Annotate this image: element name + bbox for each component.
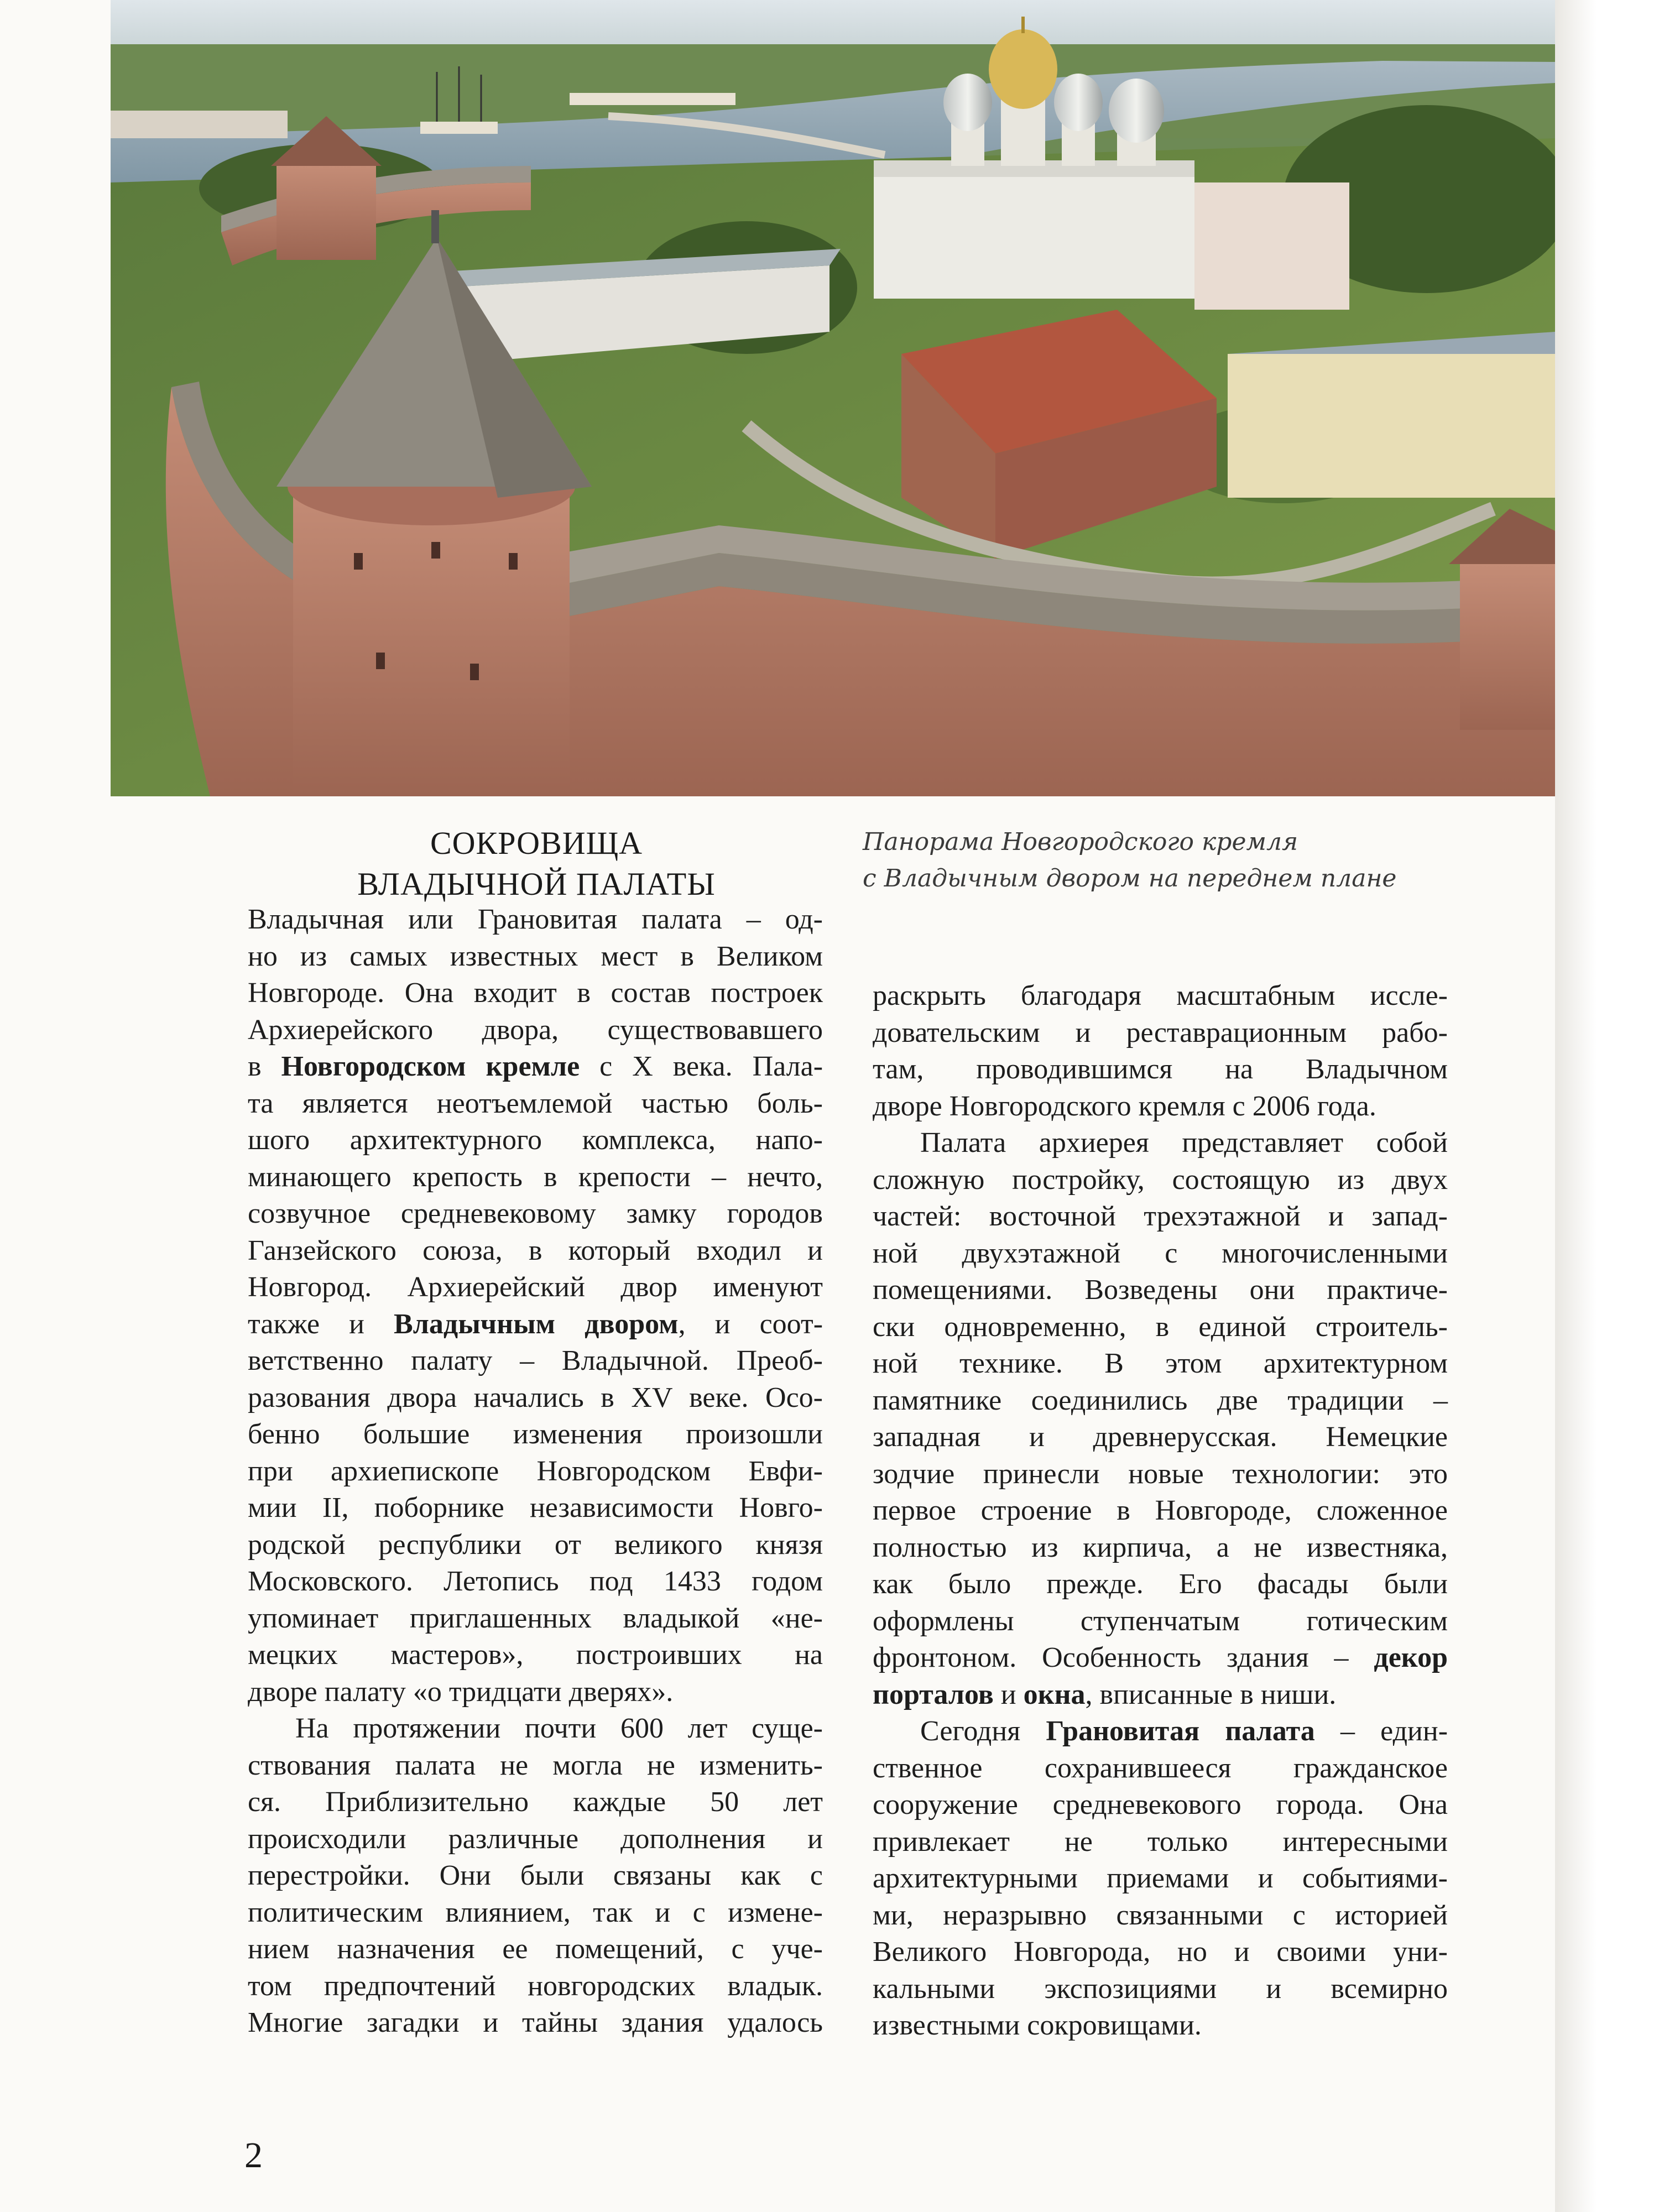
text-line: перестройки. Они были связаны как с <box>248 1860 823 1891</box>
paragraph <box>248 901 823 1710</box>
text-line: Московского. Летопись под 1433 годом <box>248 1566 823 1597</box>
heading-line-2: ВЛАДЫЧНОЙ ПАЛАТЫ <box>357 866 716 902</box>
text-line: полностью из кирпича, а не известняка, <box>873 1531 1448 1563</box>
text-run: – един- <box>1314 1715 1448 1747</box>
bold-term: окна <box>1023 1678 1086 1710</box>
text-line: дворе Новгородского кремля с 2006 года. <box>873 1090 1376 1122</box>
text-line: бенно большие изменения произошли <box>248 1418 823 1450</box>
text-run: , вписанные в ниши. <box>1085 1678 1337 1710</box>
text-line: при архиепископе Новгородском Евфи- <box>248 1455 823 1487</box>
text-line: привлекает не только интересными <box>873 1825 1448 1858</box>
text-line: как было прежде. Его фасады были <box>873 1568 1448 1600</box>
text-line <box>873 1677 1448 1714</box>
text-line: сооружение средневекового города. Она <box>873 1789 1448 1820</box>
text-line: Великого Новгорода, но и своими уни- <box>873 1936 1448 1968</box>
text-line: ся. Приблизительно каждые 50 лет <box>248 1786 823 1818</box>
text-line: сложную постройку, состоящую из двух <box>873 1164 1448 1196</box>
bold-term: порталов <box>873 1678 994 1710</box>
paragraph <box>873 978 1448 1125</box>
text-line: Палата архиерея представляет собой <box>920 1127 1448 1159</box>
text-line: Ганзейского союза, в который входил и <box>248 1234 823 1266</box>
heading-line-1: СОКРОВИЩА <box>430 825 643 861</box>
text-line <box>873 1640 1448 1677</box>
text-line: зодчие принесли новые технологии: это <box>873 1458 1448 1490</box>
text-line: ной технике. В этом архитектурном <box>873 1348 1448 1379</box>
text-line <box>248 1048 823 1086</box>
text-line: нием назначения ее помещений, с уче- <box>248 1933 823 1965</box>
page-number: 2 <box>244 2135 263 2176</box>
text-line: Новгород. Архиерейский двор именуют <box>248 1271 823 1303</box>
text-run: Сегодня <box>920 1715 1046 1747</box>
text-line: первое строение в Новгороде, сложенное <box>873 1495 1448 1526</box>
text-line: происходили различные дополнения и <box>248 1823 823 1855</box>
text-line: там, проводившимся на Владычном <box>873 1053 1448 1085</box>
text-line: ственное сохранившееся гражданское <box>873 1752 1448 1784</box>
text-line: Новгороде. Она входит в состав построек <box>248 977 823 1009</box>
caption-line-1: Панорама Новгородского кремля <box>863 828 1298 856</box>
text-line: разования двора начались в XV веке. Осо- <box>248 1381 823 1413</box>
text-line: Многие загадки и тайны здания удалось <box>248 2007 823 2038</box>
text-line: том предпочтений новгородских владык. <box>248 1970 823 2002</box>
text-line: мии II, поборнике независимости Новго- <box>248 1492 823 1524</box>
text-line: Владычная или Грановитая палата – од- <box>248 904 823 935</box>
text-run: с X века. Пала- <box>580 1051 823 1082</box>
text-line <box>873 1713 1448 1750</box>
text-line: минающего крепость в крепости – нечто, <box>248 1161 823 1193</box>
text-line: но из самых известных мест в Великом <box>248 940 823 972</box>
text-line: На протяжении почти 600 лет суще- <box>295 1713 823 1744</box>
text-line: ски одновременно, в единой строитель- <box>873 1311 1448 1343</box>
kremlin-aerial-photo <box>111 0 1555 796</box>
article-heading <box>243 823 830 905</box>
text-line: помещениями. Возведены они практиче- <box>873 1274 1448 1306</box>
text-run: и <box>993 1678 1024 1710</box>
text-run: , и соот- <box>678 1308 823 1340</box>
paragraph <box>873 1125 1448 1713</box>
paragraph <box>248 1710 823 2042</box>
text-run: также и <box>248 1308 394 1340</box>
bold-term: Новгородском кремле <box>281 1051 580 1082</box>
text-line: частей: восточной трехэтажной и запад- <box>873 1201 1448 1232</box>
page-edge <box>1555 0 1659 2212</box>
text-line: довательским и реставрационным рабо- <box>873 1016 1448 1048</box>
text-run: в <box>248 1051 281 1082</box>
text-line: ветственно палату – Владычной. Преоб- <box>248 1345 823 1376</box>
text-line: шого архитектурного комплекса, напо- <box>248 1124 823 1156</box>
text-line: упоминает приглашенных владыкой «не- <box>248 1602 823 1634</box>
text-run: фронтоном. Особенность здания – <box>873 1642 1374 1673</box>
bold-term: Владычным двором <box>394 1308 679 1340</box>
bold-term: декор <box>1374 1642 1448 1673</box>
text-line: памятнике соединились две традиции – <box>873 1384 1448 1416</box>
text-line: известными сокровищами. <box>873 2010 1202 2041</box>
text-line: ми, неразрывно связанными с историей <box>873 1899 1448 1931</box>
text-line: созвучное средневековому замку городов <box>248 1198 823 1229</box>
left-text-column <box>248 901 823 2042</box>
caption-line-2: с Владычным двором на переднем плане <box>863 864 1397 893</box>
text-line: родской республики от великого князя <box>248 1528 823 1561</box>
text-line: ной двухэтажной с многочисленными <box>873 1237 1448 1269</box>
text-line: та является неотъемлемой частью боль- <box>248 1087 823 1119</box>
text-line: оформлены ступенчатым готическим <box>873 1605 1448 1637</box>
bold-term: Грановитая палата <box>1046 1715 1315 1747</box>
text-line: политическим влиянием, так и с измене- <box>248 1896 823 1928</box>
novgorod-kremlin-aerial-photo-icon <box>111 0 1555 796</box>
text-line <box>248 1306 823 1343</box>
text-line: кальными экспозициями и всемирно <box>873 1973 1448 2005</box>
text-line: западная и древнерусская. Немецкие <box>873 1421 1448 1453</box>
text-line: раскрыть благодаря масштабным иссле- <box>873 980 1448 1011</box>
right-text-column <box>873 978 1448 2044</box>
text-line: архитектурными приемами и событиями- <box>873 1863 1448 1894</box>
text-line: дворе палату «о тридцати дверях». <box>248 1676 674 1708</box>
text-line: Архиерейского двора, существовавшего <box>248 1014 823 1046</box>
paragraph <box>873 1713 1448 2044</box>
photo-caption <box>863 824 1526 897</box>
text-line: мецких мастеров», построивших на <box>248 1639 823 1671</box>
text-line: ствования палата не могла не изменить- <box>248 1749 823 1781</box>
